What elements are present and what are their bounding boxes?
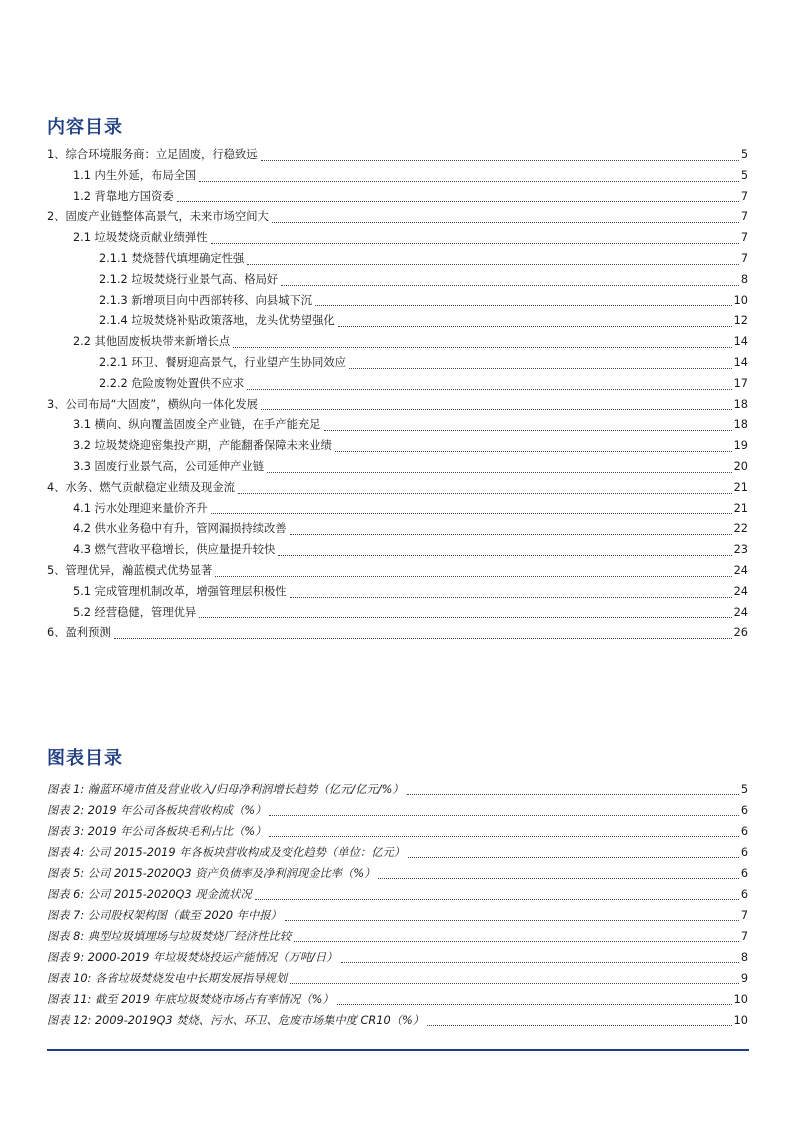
page-number: 24 xyxy=(733,563,748,577)
entry-label: 5、管理优异，瀚蓝模式优势显著 xyxy=(47,563,213,577)
dot-leader xyxy=(341,962,739,963)
toc-entry[interactable] xyxy=(47,457,748,478)
dot-leader xyxy=(238,493,732,494)
dot-leader xyxy=(272,222,739,223)
entry-label: 图表 5: 公司 2015-2020Q3 资产负债率及净利润现金比率（%） xyxy=(47,867,376,880)
page-number: 22 xyxy=(733,522,748,536)
toc-entry[interactable] xyxy=(47,540,748,561)
page-number: 5 xyxy=(740,783,748,796)
toc-entry[interactable] xyxy=(47,187,748,208)
toc-entry[interactable] xyxy=(47,270,748,291)
toc-entry[interactable] xyxy=(47,311,748,332)
dot-leader xyxy=(215,576,731,577)
toc-entry[interactable] xyxy=(47,166,748,187)
dot-leader xyxy=(247,264,739,265)
page-number: 14 xyxy=(733,355,748,369)
figure-entry[interactable] xyxy=(47,905,748,926)
toc-entry[interactable] xyxy=(47,623,748,644)
dot-leader xyxy=(324,430,732,431)
entry-label: 2.2.1 环卫、餐厨迎高景气，行业望产生协同效应 xyxy=(99,355,346,369)
entry-label: 3.1 横向、纵向覆盖固废全产业链，在手产能充足 xyxy=(73,418,321,432)
entry-label: 图表 8: 典型垃圾填埋场与垃圾焚烧厂经济性比较 xyxy=(47,930,292,943)
dot-leader xyxy=(349,368,732,369)
dot-leader xyxy=(269,815,738,816)
page-number: 8 xyxy=(740,272,748,286)
figure-entry[interactable] xyxy=(47,821,748,842)
dot-leader xyxy=(233,347,732,348)
dot-leader xyxy=(337,1004,732,1005)
dot-leader xyxy=(285,920,739,921)
page-number: 10 xyxy=(733,993,748,1006)
page-number: 21 xyxy=(733,501,748,515)
entry-label: 2、固废产业链整体高景气，未来市场空间大 xyxy=(47,210,269,224)
page-number: 23 xyxy=(733,543,748,557)
toc-entry[interactable] xyxy=(47,436,748,457)
entry-label: 1.2 背靠地方国资委 xyxy=(73,189,174,203)
list-of-figures xyxy=(47,779,748,1031)
dot-leader xyxy=(407,794,739,795)
page-number: 9 xyxy=(740,972,748,985)
dot-leader xyxy=(290,983,739,984)
dot-leader xyxy=(267,472,732,473)
toc-entry[interactable] xyxy=(47,228,748,249)
entry-label: 2.1.3 新增项目向中西部转移、向县城下沉 xyxy=(99,293,313,307)
dot-leader xyxy=(378,878,738,879)
page-number: 20 xyxy=(733,459,748,473)
entry-label: 4、水务、燃气贡献稳定业绩及现金流 xyxy=(47,480,235,494)
page-number: 6 xyxy=(740,825,748,838)
entry-label: 4.3 燃气营收平稳增长，供应量提升较快 xyxy=(73,543,276,557)
page-number: 7 xyxy=(740,231,748,245)
toc-entry[interactable] xyxy=(47,291,748,312)
page-number: 12 xyxy=(733,314,748,328)
dot-leader xyxy=(281,285,739,286)
toc-entry[interactable] xyxy=(47,499,748,520)
page-number: 7 xyxy=(740,909,748,922)
entry-label: 图表 9: 2000-2019 年垃圾焚烧投运产能情况（万吨/日） xyxy=(47,951,338,964)
figure-entry[interactable] xyxy=(47,863,748,884)
dot-leader xyxy=(278,555,731,556)
entry-label: 6、盈利预测 xyxy=(47,626,111,640)
page-number: 14 xyxy=(733,335,748,349)
dot-leader xyxy=(177,201,739,202)
entry-label: 5.1 完成管理机制改革，增强管理层积极性 xyxy=(73,584,287,598)
dot-leader xyxy=(294,941,739,942)
entry-label: 3.3 固废行业景气高，公司延伸产业链 xyxy=(73,459,265,473)
dot-leader xyxy=(290,597,732,598)
page-number: 6 xyxy=(740,888,748,901)
entry-label: 图表 4: 公司 2015-2019 年各板块营收构成及变化趋势（单位：亿元） xyxy=(47,846,406,859)
entry-label: 4.1 污水处理迎来量价齐升 xyxy=(73,501,208,515)
toc-entry[interactable] xyxy=(47,519,748,540)
entry-label: 图表 6: 公司 2015-2020Q3 现金流状况 xyxy=(47,888,252,901)
figure-entry[interactable] xyxy=(47,947,748,968)
dot-leader xyxy=(261,409,732,410)
entry-label: 图表 12: 2009-2019Q3 焚烧、污水、环卫、危废市场集中度 CR10（%） xyxy=(47,1014,424,1027)
dot-leader xyxy=(247,389,731,390)
page-number: 8 xyxy=(740,951,748,964)
toc-entry[interactable] xyxy=(47,353,748,374)
figure-entry[interactable] xyxy=(47,968,748,989)
dot-leader xyxy=(408,857,739,858)
toc-entry[interactable] xyxy=(47,582,748,603)
dot-leader xyxy=(211,513,732,514)
page-number: 24 xyxy=(733,584,748,598)
page-number: 10 xyxy=(733,293,748,307)
entry-label: 图表 1: 瀚蓝环境市值及营业收入/归母净利润增长趋势（亿元/亿元/%） xyxy=(47,783,404,796)
dot-leader xyxy=(269,836,738,837)
toc-entry[interactable] xyxy=(47,478,748,499)
figure-entry[interactable] xyxy=(47,842,748,863)
page-number: 19 xyxy=(733,439,748,453)
figure-entry[interactable] xyxy=(47,1010,748,1031)
toc-entry[interactable] xyxy=(47,145,748,166)
entry-label: 图表 10: 各省垃圾焚烧发电中长期发展指导规划 xyxy=(47,972,288,985)
toc-entry[interactable] xyxy=(47,249,748,270)
dot-leader xyxy=(255,899,739,900)
entry-label: 3、公司布局“大固废”，横纵向一体化发展 xyxy=(47,397,258,411)
entry-label: 2.1.2 垃圾焚烧行业景气高、格局好 xyxy=(99,272,279,286)
toc-entry[interactable] xyxy=(47,395,748,416)
dot-leader xyxy=(199,181,739,182)
entry-label: 2.2.2 危险废物处置供不应求 xyxy=(99,376,245,390)
dot-leader xyxy=(211,243,739,244)
figure-entry[interactable] xyxy=(47,884,748,905)
entry-label: 5.2 经营稳健，管理优异 xyxy=(73,605,197,619)
toc-entry[interactable] xyxy=(47,415,748,436)
entry-label: 图表 3: 2019 年公司各板块毛利占比（%） xyxy=(47,825,267,838)
page-number: 10 xyxy=(733,1014,748,1027)
entry-label: 图表 11: 截至 2019 年底垃圾焚烧市场占有率情况（%） xyxy=(47,993,334,1006)
entry-label: 4.2 供水业务稳中有升，管网漏损持续改善 xyxy=(73,522,287,536)
entry-label: 2.1.1 焚烧替代填埋确定性强 xyxy=(99,251,245,265)
page-number: 7 xyxy=(740,930,748,943)
footer-divider xyxy=(47,1049,749,1051)
page-number: 6 xyxy=(740,867,748,880)
dot-leader xyxy=(261,160,739,161)
toc-entry[interactable] xyxy=(47,603,748,624)
page-number: 24 xyxy=(733,605,748,619)
dot-leader xyxy=(335,451,732,452)
page-number: 6 xyxy=(740,846,748,859)
page-number: 5 xyxy=(740,168,748,182)
figure-entry[interactable] xyxy=(47,779,748,800)
dot-leader xyxy=(199,617,731,618)
entry-label: 图表 2: 2019 年公司各板块营收构成（%） xyxy=(47,804,267,817)
figure-list-heading: 图表目录 xyxy=(47,748,123,769)
dot-leader xyxy=(114,638,732,639)
dot-leader xyxy=(290,534,732,535)
page-number: 6 xyxy=(740,804,748,817)
entry-label: 1.1 内生外延，布局全国 xyxy=(73,168,197,182)
entry-label: 2.1.4 垃圾焚烧补贴政策落地，龙头优势望强化 xyxy=(99,314,335,328)
toc-entry[interactable] xyxy=(47,207,748,228)
dot-leader xyxy=(315,305,732,306)
figure-entry[interactable] xyxy=(47,926,748,947)
figure-entry[interactable] xyxy=(47,989,748,1010)
page-number: 18 xyxy=(733,397,748,411)
page-number: 26 xyxy=(733,626,748,640)
page-number: 7 xyxy=(740,210,748,224)
page-number: 5 xyxy=(740,148,748,161)
page-number: 7 xyxy=(740,189,748,203)
page-number: 17 xyxy=(733,376,748,390)
entry-label: 2.2 其他固废板块带来新增长点 xyxy=(73,335,231,349)
page-number: 21 xyxy=(733,480,748,494)
table-of-contents xyxy=(47,145,748,644)
entry-label: 2.1 垃圾焚烧贡献业绩弹性 xyxy=(73,231,208,245)
toc-entry[interactable] xyxy=(47,332,748,353)
page-number: 7 xyxy=(740,251,748,265)
dot-leader xyxy=(338,326,732,327)
toc-entry[interactable] xyxy=(47,374,748,395)
entry-label: 图表 7: 公司股权架构图（截至 2020 年中报） xyxy=(47,909,282,922)
page-number: 18 xyxy=(733,418,748,432)
entry-label: 1、综合环境服务商：立足固废，行稳致远 xyxy=(47,148,258,161)
toc-entry[interactable] xyxy=(47,561,748,582)
dot-leader xyxy=(427,1025,732,1026)
entry-label: 3.2 垃圾焚烧迎密集投产期，产能翻番保障未来业绩 xyxy=(73,439,332,453)
toc-heading: 内容目录 xyxy=(47,117,123,138)
figure-entry[interactable] xyxy=(47,800,748,821)
